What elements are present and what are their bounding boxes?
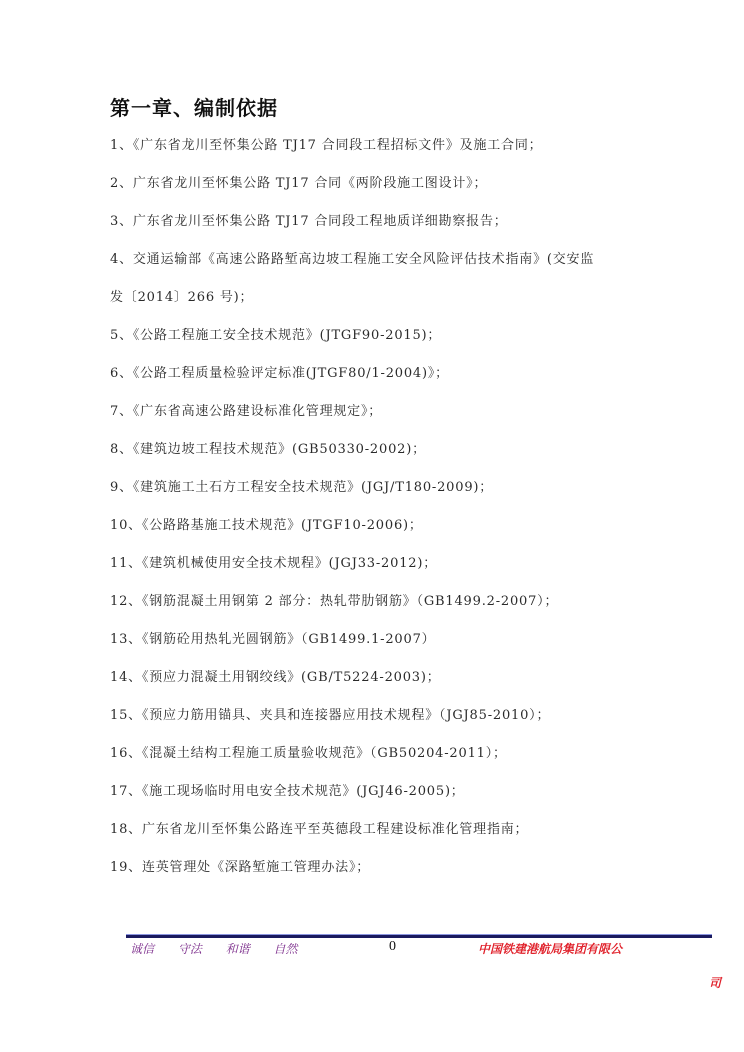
reference-item: 12、《钢筋混凝土用钢第 2 部分：热轧带肋钢筋》（GB1499.2-2007）； bbox=[110, 594, 559, 609]
reference-item-continuation: 发〔2014〕266 号)； bbox=[110, 290, 254, 305]
footer-divider bbox=[126, 934, 712, 938]
reference-item: 6、《公路工程质量检验评定标准(JTGF80/1-2004)》； bbox=[110, 366, 449, 381]
motto-word: 和谐 bbox=[225, 942, 250, 956]
reference-item: 17、《施工现场临时用电安全技术规范》(JGJ46-2005)； bbox=[110, 784, 465, 799]
motto-word: 诚信 bbox=[130, 942, 155, 956]
reference-item: 14、《预应力混凝土用钢绞线》(GB/T5224-2003)； bbox=[110, 670, 441, 685]
reference-item: 1、《广东省龙川至怀集公路 TJ17 合同段工程招标文件》及施工合同； bbox=[110, 138, 543, 153]
reference-item: 15、《预应力筋用锚具、夹具和连接器应用技术规程》（JGJ85-2010）； bbox=[110, 708, 551, 723]
reference-item: 13、《钢筋砼用热轧光圆钢筋》（GB1499.1-2007） bbox=[110, 632, 436, 647]
footer-company-name: 中国铁建港航局集团有限公 bbox=[478, 942, 623, 956]
reference-item: 7、《广东省高速公路建设标准化管理规定》； bbox=[110, 404, 383, 419]
reference-item: 2、广东省龙川至怀集公路 TJ17 合同《两阶段施工图设计》； bbox=[110, 176, 488, 191]
reference-item: 8、《建筑边坡工程技术规范》(GB50330-2002)； bbox=[110, 442, 426, 457]
chapter-title: 第一章、编制依据 bbox=[110, 96, 278, 120]
reference-item: 9、《建筑施工土石方工程安全技术规范》(JGJ/T180-2009)； bbox=[110, 480, 494, 495]
reference-item: 4、交通运输部《高速公路路堑高边坡工程施工安全风险评估技术指南》(交安监 bbox=[110, 252, 595, 267]
reference-item: 5、《公路工程施工安全技术规范》(JTGF90-2015)； bbox=[110, 328, 442, 343]
footer-motto bbox=[130, 940, 310, 957]
page-number: 0 bbox=[389, 939, 396, 954]
footer-company-name-overflow: 司 bbox=[709, 976, 722, 990]
motto-word: 自然 bbox=[273, 942, 298, 956]
reference-item: 11、《建筑机械使用安全技术规程》(JGJ33-2012)； bbox=[110, 556, 438, 571]
reference-item: 19、连英管理处《深路堑施工管理办法》； bbox=[110, 860, 371, 875]
reference-item: 3、广东省龙川至怀集公路 TJ17 合同段工程地质详细勘察报告； bbox=[110, 214, 508, 229]
reference-item: 18、广东省龙川至怀集公路连平至英德段工程建设标准化管理指南； bbox=[110, 822, 529, 837]
motto-word: 守法 bbox=[177, 942, 202, 956]
reference-item: 16、《混凝土结构工程施工质量验收规范》（GB50204-2011）； bbox=[110, 746, 507, 761]
reference-list bbox=[110, 136, 670, 896]
reference-item: 10、《公路路基施工技术规范》(JTGF10-2006)； bbox=[110, 518, 423, 533]
